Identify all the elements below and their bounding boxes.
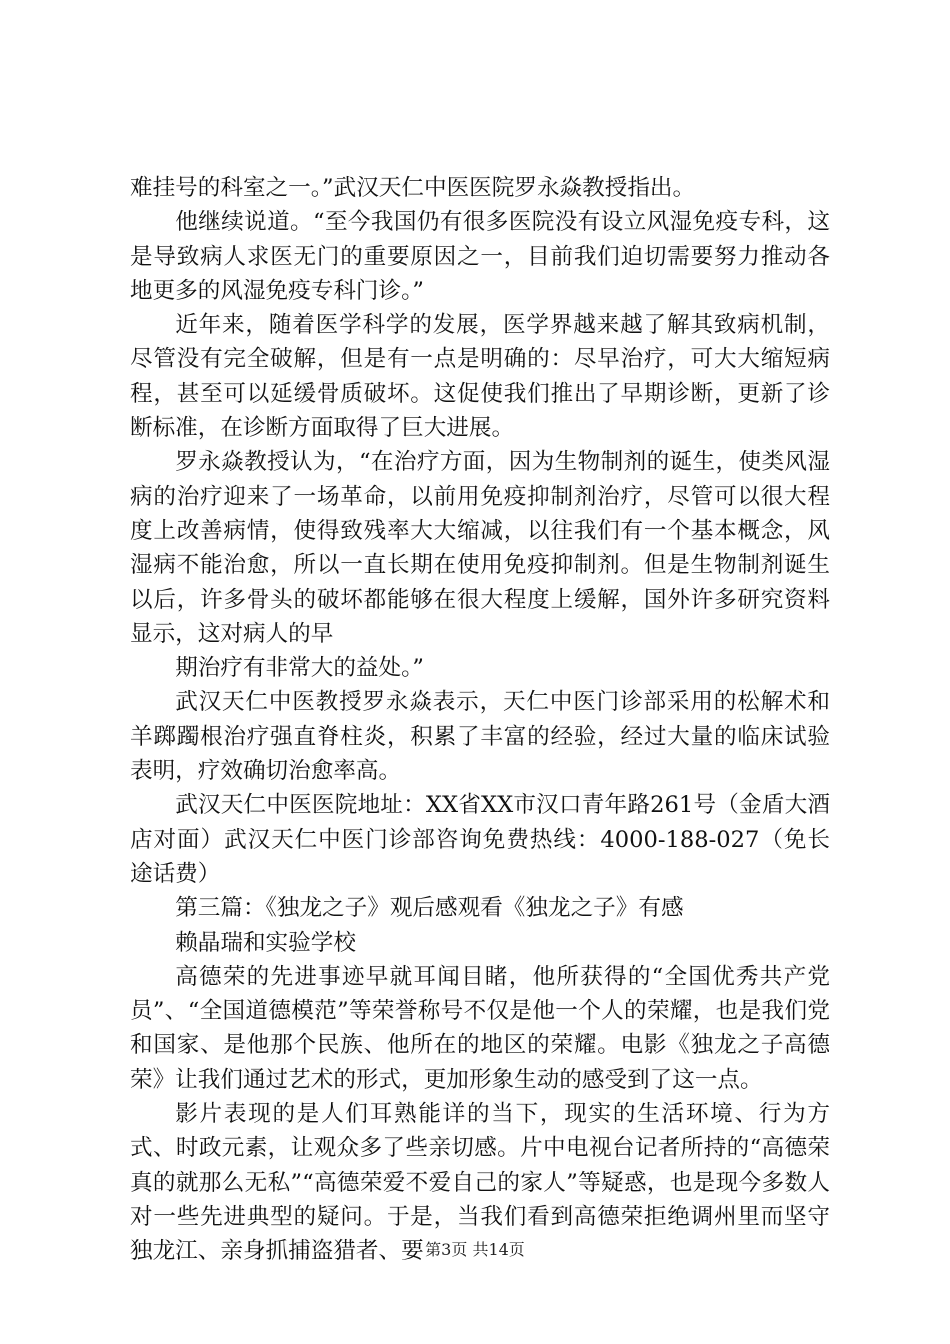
section-heading: 第三篇：《独龙之子》观后感观看《独龙之子》有感 [175,895,684,922]
paragraph: 高德荣的先进事迹早就耳闻目睹，他所获得的“全国优秀共产党员”、“全国道德模范”等荣誉称号不仅是他一个人的荣耀，也是我们党和国家、是他那个民族、他所在的地区的荣耀。电影《独龙之子高德荣》让我们通过艺术的形式，更加形象生动的感受到了这一点。 [130,963,830,1093]
paragraph-continuation: 难挂号的科室之一。”武汉天仁中医医院罗永焱教授指出。 [130,175,696,201]
paragraph: 影片表现的是人们耳熟能详的当下，现实的生活环境、行为方式、时政元素，让观众多了些亲切感。片中电视台记者所持的“高德荣真的就那么无私”“高德荣爱不爱自己的家人”等疑惑，也是现今多数人对一些先进典型的疑问。于是，当我们看到高德荣拒绝调州里而坚守独龙江、亲身抓捕盗猎者、要 [130,1101,830,1265]
paragraph-address: 武汉天仁中医医院地址：XX省XX市汉口青年路261号（金盾大酒店对面）武汉天仁中医门诊部咨询免费热线：4000-188-027（免长途话费） [130,792,830,887]
paragraph: 他继续说道。“至今我国仍有很多医院没有设立风湿免疫专科，这是导致病人求医无门的重要原因之一，目前我们迫切需要努力推动各地更多的风湿免疫专科门诊。” [130,209,830,304]
paragraph: 武汉天仁中医教授罗永焱表示，天仁中医门诊部采用的松解术和羊踯躅根治疗强直脊柱炎，积累了丰富的经验，经过大量的临床试验表明，疗效确切治愈率高。 [130,689,830,785]
author-line: 赖晶瑞和实验学校 [175,929,356,956]
document-body [130,171,830,1269]
paragraph: 近年来，随着医学科学的发展，医学界越来越了解其致病机制，尽管没有完全破解，但是有一点是明确的：尽早治疗，可大大缩短病程，甚至可以延缓骨质破坏。这促使我们推出了早期诊断，更新了诊断标准，在诊断方面取得了巨大进展。 [130,312,830,442]
page-footer [0,1240,950,1260]
paragraph: 罗永焱教授认为，“在治疗方面，因为生物制剂的诞生，使类风湿病的治疗迎来了一场革命，以前用免疫抑制剂治疗，尽管可以很大程度上改善病情，使得致残率大大缩减，以往我们有一个基本概念，风湿病不能治愈，所以一直长期在使用免疫抑制剂。但是生物制剂诞生以后，许多骨头的破坏都能够在很大程度上缓解，国外许多研究资料显示，这对病人的早 [130,449,830,647]
paragraph: 期治疗有非常大的益处。” [175,655,424,682]
page-number: 第3页 共14页 [425,1240,525,1259]
